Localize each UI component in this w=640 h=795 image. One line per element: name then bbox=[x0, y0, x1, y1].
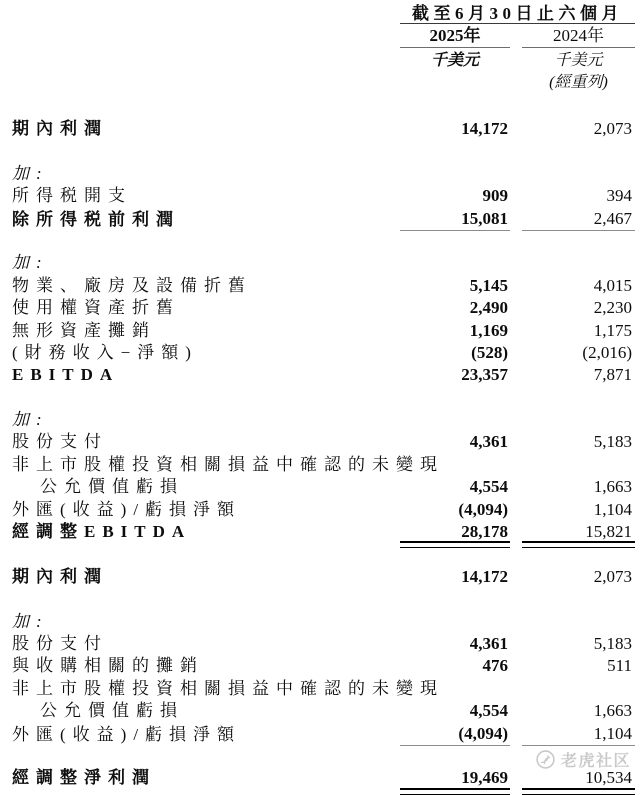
value-2024: 15,821 bbox=[522, 521, 635, 543]
value-2024: 10,534 bbox=[522, 767, 635, 789]
row-label: 股份支付 bbox=[12, 633, 108, 653]
table-row-spacer bbox=[0, 588, 640, 610]
row-label: 物業、廠房及設備折舊 bbox=[12, 275, 252, 295]
row-label: 除所得税前利潤 bbox=[12, 209, 180, 229]
value-2024: 1,175 bbox=[593, 320, 632, 340]
period-title: 截至6月30日止六個月 bbox=[400, 4, 635, 24]
table-row bbox=[0, 275, 640, 297]
value-2025: (4,094) bbox=[400, 723, 510, 746]
value-2024: 5,183 bbox=[593, 432, 632, 452]
table-row bbox=[0, 566, 640, 588]
table-row bbox=[0, 185, 640, 207]
row-label: 加: bbox=[12, 163, 49, 183]
table-row bbox=[0, 342, 640, 364]
row-label: 公允價值虧損 bbox=[40, 477, 184, 497]
row-label: 股份支付 bbox=[12, 432, 108, 452]
row-label: 公允價值虧損 bbox=[40, 701, 184, 721]
table-row bbox=[0, 611, 640, 633]
value-2024: 1,104 bbox=[522, 723, 635, 746]
value-2025: 14,172 bbox=[461, 566, 508, 586]
value-2025: 4,361 bbox=[469, 633, 508, 653]
value-2025: 28,178 bbox=[400, 521, 510, 543]
value-2025: 4,554 bbox=[469, 701, 508, 721]
value-2025: 5,145 bbox=[469, 275, 508, 295]
value-2025: 4,361 bbox=[469, 432, 508, 452]
value-2024: 1,104 bbox=[593, 499, 632, 519]
row-label: 外匯(收益)/虧損淨額 bbox=[12, 499, 242, 519]
table-row bbox=[0, 499, 640, 521]
value-2025: 15,081 bbox=[400, 208, 510, 231]
row-label: 與收購相關的攤銷 bbox=[12, 656, 204, 676]
value-2025: 1,169 bbox=[469, 320, 508, 340]
value-2024: 4,015 bbox=[593, 275, 632, 295]
unit-label-2024: 千美元 bbox=[554, 52, 603, 69]
value-2025: (528) bbox=[471, 342, 508, 362]
row-label: 期內利潤 bbox=[12, 566, 108, 586]
value-2025: 23,357 bbox=[461, 365, 508, 385]
table-header bbox=[0, 0, 640, 93]
row-label: 無形資產攤銷 bbox=[12, 320, 156, 340]
tiger-community-watermark bbox=[536, 748, 631, 771]
table-row bbox=[0, 700, 640, 722]
row-label: 期內利潤 bbox=[12, 119, 108, 138]
table-row bbox=[0, 118, 640, 140]
table-row bbox=[0, 409, 640, 431]
value-2024: 1,663 bbox=[593, 701, 632, 721]
column-header-2025: 2025年 bbox=[400, 24, 510, 48]
value-2024: (2,016) bbox=[582, 342, 632, 362]
value-2024: 1,663 bbox=[593, 477, 632, 497]
table-row bbox=[0, 208, 640, 230]
table-row bbox=[0, 723, 640, 745]
row-label: 非上市股權投資相關損益中確認的未變現 bbox=[12, 678, 444, 698]
table-row bbox=[0, 454, 640, 476]
table-row bbox=[0, 655, 640, 677]
value-2025: (4,094) bbox=[458, 499, 508, 519]
row-label: 經調整EBITDA bbox=[12, 522, 192, 542]
table-row bbox=[0, 364, 640, 386]
value-2025: 19,469 bbox=[400, 767, 510, 789]
row-label: 經調整淨利潤 bbox=[12, 768, 156, 788]
table-row-spacer bbox=[0, 140, 640, 162]
value-2024: 2,467 bbox=[522, 208, 635, 231]
table-row-spacer bbox=[0, 387, 640, 409]
value-2024: 394 bbox=[606, 186, 632, 206]
restated-note: (經重列) bbox=[549, 74, 608, 91]
row-label: (財務收入−淨額) bbox=[12, 342, 198, 362]
row-label: EBITDA bbox=[12, 365, 120, 385]
row-label: 使用權資產折舊 bbox=[12, 298, 180, 318]
row-label: 外匯(收益)/虧損淨額 bbox=[12, 724, 242, 744]
row-label: 所得税開支 bbox=[12, 186, 132, 206]
tiger-logo-icon bbox=[536, 750, 555, 769]
value-2025: 909 bbox=[482, 186, 508, 206]
value-2025: 476 bbox=[482, 656, 508, 676]
table-row bbox=[0, 678, 640, 700]
value-2024: 5,183 bbox=[593, 633, 632, 653]
row-label: 加: bbox=[12, 410, 49, 430]
value-2024: 2,073 bbox=[593, 119, 632, 138]
watermark-text: 老虎社区 bbox=[561, 753, 632, 770]
value-2024: 7,871 bbox=[593, 365, 632, 385]
row-label: 加: bbox=[12, 253, 49, 273]
table-row bbox=[0, 297, 640, 319]
table-row-spacer bbox=[0, 230, 640, 252]
value-2024: 511 bbox=[607, 656, 632, 676]
table-row bbox=[0, 163, 640, 185]
table-row bbox=[0, 320, 640, 342]
table-row bbox=[0, 252, 640, 274]
value-2024: 2,230 bbox=[593, 298, 632, 318]
value-2025: 4,554 bbox=[469, 477, 508, 497]
table-row bbox=[0, 633, 640, 655]
column-header-2024: 2024年 bbox=[522, 24, 635, 48]
value-2025: 2,490 bbox=[469, 298, 508, 318]
unit-label-2025: 千美元 bbox=[430, 52, 479, 69]
row-label: 非上市股權投資相關損益中確認的未變現 bbox=[12, 454, 444, 474]
value-2025: 14,172 bbox=[461, 119, 508, 138]
table-row bbox=[0, 476, 640, 498]
table-row bbox=[0, 521, 640, 543]
row-label: 加: bbox=[12, 611, 49, 631]
table-body bbox=[0, 118, 640, 790]
table-row bbox=[0, 431, 640, 453]
value-2024: 2,073 bbox=[593, 566, 632, 586]
